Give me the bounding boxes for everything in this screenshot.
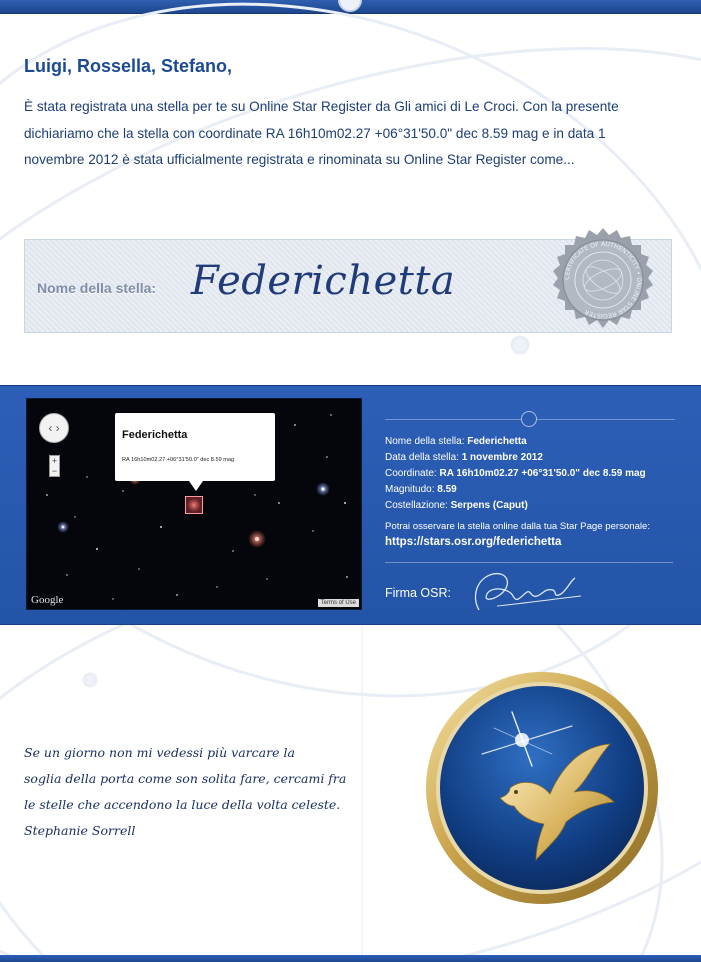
detail-row-constellation: Costellazione: Serpens (Caput) [385, 500, 528, 511]
terms-of-use-link[interactable]: Terms of Use [318, 599, 359, 607]
quote-line: le stelle che accendono la luce della volta celeste. [24, 797, 341, 812]
registration-intro-text: È stata registrata una stella per te su Online Star Register da Gli amici di Le Croci. Con la presente dichiariamo che la stella con coordinate RA 16h10m02.27 +06°31'50.0" dec 8.59 mag e in data 1 novembre 2012 è stata ufficialmente registrata e rinominata su Online Star Register come... [24, 99, 619, 167]
quote-line: Se un giorno non mi vedessi più varcare la [24, 745, 295, 760]
popup-star-coords: RA 16h10m02.27 +06°31'50.0" dec 8.59 mag [122, 457, 235, 463]
star-details-list [385, 434, 646, 514]
map-zoom-control[interactable] [49, 455, 60, 477]
star-marker[interactable] [185, 496, 203, 514]
star-details-band [0, 385, 701, 625]
detail-row-magnitude: Magnitudo: 8.59 [385, 484, 457, 495]
quote-line: soglia della porta come son solita fare, cercami fra [24, 771, 347, 786]
map-pan-control[interactable]: ‹ › [39, 413, 69, 443]
zoom-in-button[interactable]: + [51, 456, 58, 466]
zoom-out-button[interactable]: − [51, 466, 58, 476]
observe-online-text: Potrai osservare la stella online dalla tua Star Page personale: [385, 521, 651, 532]
certificate-seal-icon [549, 226, 657, 334]
popup-star-name: Federichetta [122, 429, 188, 441]
detail-row-coords: Coordinate: RA 16h10m02.27 +06°31'50.0" dec 8.59 mag [385, 468, 646, 479]
seal-text: CERTIFICATE OF AUTHENTICITY • ONLINE STAR REGISTER [563, 240, 643, 320]
dedication-quote [24, 740, 364, 844]
star-name-label: Nome della stella: [37, 280, 157, 296]
signature-divider [385, 562, 673, 563]
bottom-footer-bar [0, 955, 701, 962]
star-page-link[interactable]: https://stars.osr.org/federichetta [385, 536, 562, 548]
star-info-popup [115, 413, 275, 481]
osr-globe-icon [521, 411, 537, 427]
star-name-script: Federichetta [191, 258, 456, 304]
detail-row-name: Nome della stella: Federichetta [385, 436, 527, 447]
recipients-greeting: Luigi, Rossella, Stefano, [24, 56, 233, 76]
quote-author: Stephanie Sorrell [24, 823, 136, 838]
detail-row-date: Data della stella: 1 novembre 2012 [385, 452, 543, 463]
star-name-band [24, 239, 672, 333]
signature-label: Firma OSR: [385, 586, 451, 600]
osr-signature [457, 566, 587, 616]
dove-medallion-icon [424, 670, 660, 906]
star-map[interactable] [26, 398, 362, 610]
google-logo: Google [31, 594, 64, 606]
top-header-bar [0, 0, 701, 14]
osr-emblem-icon [338, 0, 362, 12]
